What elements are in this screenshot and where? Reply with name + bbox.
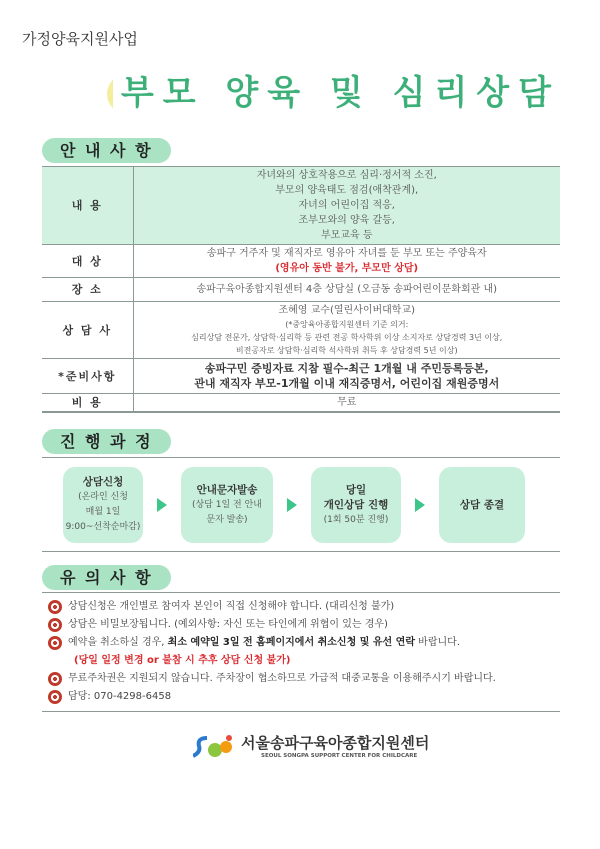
value — [133, 359, 560, 394]
line: 부모교육 등 — [321, 230, 373, 241]
line: (*중앙육아종합지원센터 기준 의거: — [285, 320, 409, 329]
note-item — [48, 635, 560, 651]
line: 송파구 거주자 및 재직자로 영유아 자녀를 둔 부모 또는 주양육자 — [206, 248, 487, 259]
label: 비 용 — [42, 394, 133, 413]
section-info-heading: 안 내 사 항 — [42, 138, 171, 163]
line: 부모의 양육태도 점검(애착관계), — [275, 185, 419, 196]
org-logo-icon — [193, 734, 235, 760]
label — [42, 359, 133, 394]
step-line: 문자 발송) — [206, 514, 248, 525]
label: 장 소 — [42, 278, 133, 302]
label-text: *준비사항 — [58, 369, 117, 383]
org-logo — [193, 734, 560, 760]
arrow-right-icon — [157, 498, 167, 512]
step-line: (온라인 신청 — [78, 492, 128, 502]
row-preparation — [42, 359, 560, 394]
target-icon — [48, 690, 62, 704]
watering-can-sprout-icon — [105, 70, 113, 116]
target-icon — [48, 600, 62, 614]
note-item — [48, 599, 560, 615]
step-title: 안내문자발송 — [196, 483, 258, 496]
note-text-post: 바랍니다. — [415, 637, 460, 648]
note-text-pre: 예약을 취소하실 경우, — [68, 637, 168, 648]
section-process-heading: 진 행 과 정 — [42, 429, 171, 454]
page-title: 부모 양육 및 심리상담 — [120, 73, 560, 113]
line: 자녀의 어린이집 적응, — [298, 200, 395, 211]
notes-list — [42, 593, 560, 711]
section-process — [42, 429, 560, 552]
row-counselor — [42, 302, 560, 359]
value — [133, 245, 560, 278]
step-notice — [181, 467, 273, 543]
section-notes-heading: 유 의 사 항 — [42, 565, 171, 590]
target-icon — [48, 672, 62, 686]
note-text: 무료주차권은 지원되지 않습니다. 주차장이 협소하므로 가급적 대중교통을 이용해주시기 바랍니다. — [68, 673, 496, 684]
note-item — [48, 671, 560, 687]
line: 송파구민 증빙자료 지참 필수-최근 1개월 내 주민등록등본, — [204, 362, 489, 375]
label: 상 담 사 — [42, 302, 133, 359]
section-notes — [42, 565, 560, 712]
note-text-bold: 최소 예약일 3일 전 홈페이지에서 취소신청 및 유선 연락 — [167, 637, 415, 648]
row-cost — [42, 394, 560, 413]
value — [133, 167, 560, 245]
arrow-right-icon — [287, 498, 297, 512]
step-close — [439, 467, 525, 543]
row-target — [42, 245, 560, 278]
note-warning: (당일 일정 변경 or 불참 시 추후 상담 신청 불가) — [74, 655, 291, 666]
org-name: 서울송파구육아종합지원센터 — [241, 734, 430, 752]
step-title: 개인상담 진행 — [323, 498, 389, 511]
row-place — [42, 278, 560, 302]
line: 관내 재직자 부모-1개월 이내 재직증명서, 어린이집 재원증명서 — [194, 377, 500, 390]
note-text: 담당: 070-4298-6458 — [68, 691, 172, 702]
line: 심리상담 전문가, 상담학·심리학 등 관련 전공 학사학위 이상 소지자로 상담경력 3년 이상, — [191, 333, 503, 342]
label: 내 용 — [42, 167, 133, 245]
program-category: 가정양육지원사업 — [22, 30, 138, 48]
target-icon — [48, 618, 62, 632]
value: 무료 — [133, 394, 560, 413]
step-title: 상담 종결 — [459, 498, 505, 511]
value: 송파구육아종합지원센터 4층 상담실 (오금동 송파어린이문화회관 내) — [133, 278, 560, 302]
note-text: 상담신청은 개인별로 참여자 본인이 직접 신청해야 합니다. (대리신청 불가) — [68, 601, 395, 612]
line: 조혜영 교수(열린사이버대학교) — [278, 305, 416, 316]
divider — [42, 711, 560, 712]
note-text — [68, 635, 460, 651]
step-session — [311, 467, 401, 543]
target-icon — [48, 636, 62, 650]
step-title: 상담신청 — [82, 476, 124, 488]
label: 대 상 — [42, 245, 133, 278]
line: 조부모와의 양육 갈등, — [298, 215, 395, 226]
process-steps — [42, 458, 560, 547]
org-name-en: SEOUL SONGPA SUPPORT CENTER FOR CHILDCARE — [261, 753, 418, 759]
line: 비전공자로 상담학·심리학 석사학위 취득 후 상담경력 5년 이상) — [235, 346, 458, 355]
divider — [42, 551, 560, 552]
note-text: 상담은 비밀보장됩니다. (예외사항: 자신 또는 타인에게 위협이 있는 경우) — [68, 619, 388, 630]
step-line: 9:00~선착순마감) — [65, 522, 141, 532]
note-item — [48, 689, 560, 705]
row-content — [42, 167, 560, 245]
arrow-right-icon — [415, 498, 425, 512]
value — [133, 302, 560, 359]
title-block — [105, 70, 560, 116]
step-line: (상담 1일 전 안내 — [192, 499, 262, 510]
step-line: 매월 1일 — [85, 507, 121, 517]
step-title: 당일 — [345, 483, 367, 496]
section-info — [42, 138, 560, 413]
warning-line: (영유아 동반 불가, 부모만 상담) — [275, 263, 419, 274]
step-line: (1회 50분 진행) — [323, 514, 389, 525]
info-table — [42, 166, 560, 413]
line: 자녀와의 상호작용으로 심리·정서적 소진, — [256, 170, 437, 181]
step-apply — [63, 467, 143, 543]
note-item — [48, 617, 560, 633]
